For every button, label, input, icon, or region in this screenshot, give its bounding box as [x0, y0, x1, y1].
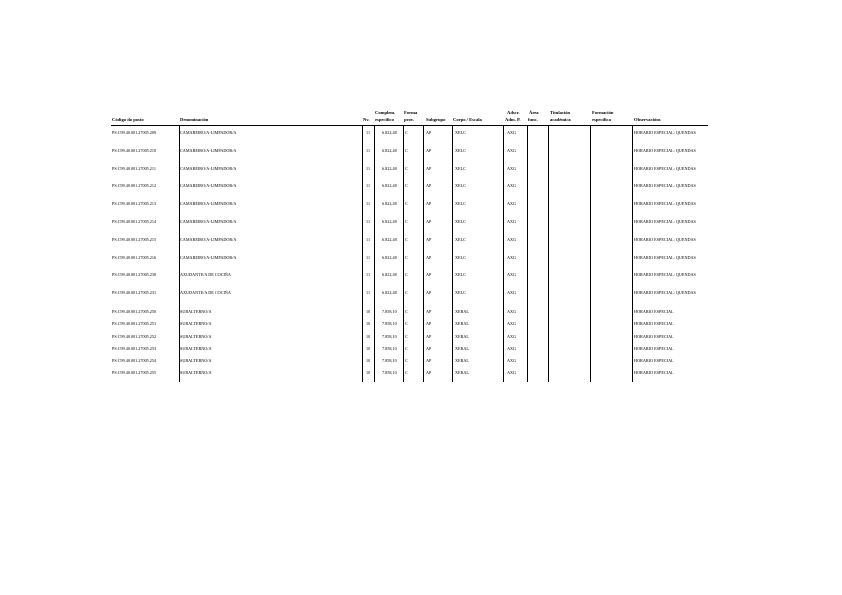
cell-subgrupo: AP: [426, 358, 432, 363]
cell-denominacion: SUBALTERNO/A: [180, 334, 212, 339]
header-denominacion: Denominación: [180, 117, 209, 122]
cell-corpo: XELC: [455, 201, 466, 206]
cell-corpo: XERAL: [455, 334, 469, 339]
table-row: [0, 272, 842, 286]
header-forma-2: prov.: [404, 117, 414, 122]
cell-nivel: 11: [366, 130, 371, 135]
table-row: [0, 290, 842, 304]
header-forma-1: Forma: [404, 110, 418, 115]
cell-subgrupo: AP: [426, 290, 432, 295]
cell-observacions: HORARIO ESPECIAL: QUENDAS: [634, 130, 696, 135]
cell-forma: C: [405, 309, 408, 314]
cell-denominacion: SUBALTERNO/A: [180, 370, 212, 375]
cell-observacions: HORARIO ESPECIAL: QUENDAS: [634, 237, 696, 242]
cell-corpo: XERAL: [455, 346, 469, 351]
cell-nivel: 10: [366, 309, 371, 314]
cell-complemento: 7.858,10: [382, 346, 397, 351]
cell-complemento: 6.822,48: [382, 290, 397, 295]
cell-forma: C: [405, 219, 408, 224]
cell-codigo: PS.C99.40.001.27005.252: [112, 334, 157, 339]
cell-observacions: HORARIO ESPECIAL: QUENDAS: [634, 201, 696, 206]
cell-observacions: HORARIO ESPECIAL: [634, 334, 674, 339]
cell-denominacion: CAMAREIRO/A-LIMPADOR/A: [180, 237, 237, 242]
header-adscr-1: Adscr.: [507, 110, 520, 115]
cell-complemento: 7.858,10: [382, 358, 397, 363]
cell-subgrupo: AP: [426, 183, 432, 188]
cell-nivel: 10: [366, 370, 371, 375]
cell-adscripcion: AXG: [507, 255, 517, 260]
cell-forma: C: [405, 290, 408, 295]
cell-denominacion: CAMAREIRO/A-LIMPADOR/A: [180, 148, 237, 153]
table-row: [0, 219, 842, 233]
table-row: [0, 201, 842, 215]
cell-subgrupo: AP: [426, 166, 432, 171]
table-row: [0, 130, 842, 144]
header-subgrupo: Subgrupo: [426, 117, 446, 122]
cell-observacions: HORARIO ESPECIAL: QUENDAS: [634, 272, 696, 277]
cell-nivel: 11: [366, 148, 371, 153]
cell-adscripcion: AXG: [507, 201, 517, 206]
cell-denominacion: CAMAREIRO/A-LIMPADOR/A: [180, 130, 237, 135]
cell-observacions: HORARIO ESPECIAL: QUENDAS: [634, 255, 696, 260]
cell-nivel: 11: [366, 272, 371, 277]
cell-observacions: HORARIO ESPECIAL: [634, 309, 674, 314]
header-formacion-1: Formación: [592, 110, 614, 115]
table-row: [0, 370, 842, 384]
cell-forma: C: [405, 148, 408, 153]
cell-forma: C: [405, 370, 408, 375]
header-codigo: Código do posto: [112, 117, 144, 122]
cell-complemento: 7.858,10: [382, 321, 397, 326]
cell-denominacion: CAMAREIRO/A-LIMPADOR/A: [180, 166, 237, 171]
cell-adscripcion: AXG: [507, 272, 517, 277]
cell-denominacion: SUBALTERNO/A: [180, 346, 212, 351]
cell-codigo: PS.C99.40.001.27005.210: [112, 148, 157, 153]
cell-adscripcion: AXG: [507, 237, 517, 242]
cell-nivel: 11: [366, 290, 371, 295]
cell-nivel: 10: [366, 334, 371, 339]
cell-forma: C: [405, 183, 408, 188]
cell-corpo: XERAL: [455, 321, 469, 326]
cell-observacions: HORARIO ESPECIAL: [634, 346, 674, 351]
table-row: [0, 148, 842, 162]
cell-codigo: PS.C99.40.001.27005.213: [112, 201, 157, 206]
cell-corpo: XELC: [455, 148, 466, 153]
cell-corpo: XELC: [455, 219, 466, 224]
table-row: [0, 183, 842, 197]
cell-observacions: HORARIO ESPECIAL: QUENDAS: [634, 166, 696, 171]
cell-subgrupo: AP: [426, 148, 432, 153]
cell-complemento: 6.822,48: [382, 148, 397, 153]
cell-observacions: HORARIO ESPECIAL: [634, 370, 674, 375]
cell-complemento: 6.822,48: [382, 201, 397, 206]
cell-forma: C: [405, 166, 408, 171]
cell-adscripcion: AXG: [507, 358, 517, 363]
cell-complemento: 6.822,48: [382, 255, 397, 260]
table-row: [0, 237, 842, 251]
cell-adscripcion: AXG: [507, 219, 517, 224]
cell-adscripcion: AXG: [507, 130, 517, 135]
table-row: [0, 321, 842, 335]
cell-observacions: HORARIO ESPECIAL: QUENDAS: [634, 183, 696, 188]
cell-denominacion: CAMAREIRO/A-LIMPADOR/A: [180, 255, 237, 260]
table-row: [0, 255, 842, 269]
cell-codigo: PS.C99.40.001.27005.255: [112, 370, 157, 375]
cell-denominacion: AXUDANTE/A DE COCIÑA: [180, 290, 231, 295]
header-complemento-1: Complem.: [375, 110, 396, 115]
cell-corpo: XELC: [455, 255, 466, 260]
cell-denominacion: SUBALTERNO/A: [180, 309, 212, 314]
cell-subgrupo: AP: [426, 346, 432, 351]
cell-subgrupo: AP: [426, 321, 432, 326]
cell-complemento: 6.822,48: [382, 272, 397, 277]
cell-subgrupo: AP: [426, 255, 432, 260]
cell-adscripcion: AXG: [507, 321, 517, 326]
cell-subgrupo: AP: [426, 309, 432, 314]
cell-subgrupo: AP: [426, 272, 432, 277]
cell-observacions: HORARIO ESPECIAL: QUENDAS: [634, 148, 696, 153]
cell-corpo: XELC: [455, 183, 466, 188]
cell-subgrupo: AP: [426, 237, 432, 242]
cell-subgrupo: AP: [426, 219, 432, 224]
cell-codigo: PS.C99.40.001.27005.214: [112, 219, 157, 224]
cell-corpo: XERAL: [455, 370, 469, 375]
cell-denominacion: AXUDANTE/A DE COCIÑA: [180, 272, 231, 277]
cell-codigo: PS.C99.40.001.27005.209: [112, 130, 157, 135]
cell-nivel: 10: [366, 321, 371, 326]
cell-complemento: 6.822,48: [382, 219, 397, 224]
cell-corpo: XELC: [455, 290, 466, 295]
cell-adscripcion: AXG: [507, 334, 517, 339]
header-observacions: Observacións: [634, 117, 661, 122]
cell-codigo: PS.C99.40.001.27005.231: [112, 290, 157, 295]
cell-forma: C: [405, 130, 408, 135]
cell-codigo: PS.C99.40.001.27005.215: [112, 237, 157, 242]
table-row: [0, 166, 842, 180]
cell-corpo: XELC: [455, 166, 466, 171]
cell-complemento: 6.822,48: [382, 166, 397, 171]
cell-forma: C: [405, 255, 408, 260]
cell-codigo: PS.C99.40.001.27005.211: [112, 166, 156, 171]
cell-nivel: 10: [366, 358, 371, 363]
cell-corpo: XELC: [455, 130, 466, 135]
cell-nivel: 10: [366, 346, 371, 351]
cell-denominacion: SUBALTERNO/A: [180, 358, 212, 363]
cell-nivel: 11: [366, 237, 371, 242]
cell-denominacion: CAMAREIRO/A-LIMPADOR/A: [180, 201, 237, 206]
cell-subgrupo: AP: [426, 334, 432, 339]
cell-corpo: XELC: [455, 272, 466, 277]
cell-adscripcion: AXG: [507, 370, 517, 375]
cell-adscripcion: AXG: [507, 309, 517, 314]
cell-adscripcion: AXG: [507, 183, 517, 188]
cell-adscripcion: AXG: [507, 290, 517, 295]
cell-observacions: HORARIO ESPECIAL: QUENDAS: [634, 290, 696, 295]
cell-corpo: XERAL: [455, 309, 469, 314]
cell-codigo: PS.C99.40.001.27005.250: [112, 309, 157, 314]
cell-complemento: 7.858,10: [382, 370, 397, 375]
cell-denominacion: CAMAREIRO/A-LIMPADOR/A: [180, 183, 237, 188]
cell-corpo: XERAL: [455, 358, 469, 363]
cell-codigo: PS.C99.40.001.27005.212: [112, 183, 157, 188]
cell-nivel: 11: [366, 183, 371, 188]
cell-forma: C: [405, 358, 408, 363]
cell-codigo: PS.C99.40.001.27005.230: [112, 272, 157, 277]
cell-complemento: 7.858,10: [382, 309, 397, 314]
cell-denominacion: CAMAREIRO/A-LIMPADOR/A: [180, 219, 237, 224]
cell-codigo: PS.C99.40.001.27005.254: [112, 358, 157, 363]
cell-complemento: 7.858,10: [382, 334, 397, 339]
cell-forma: C: [405, 201, 408, 206]
header-complemento-2: específico: [375, 117, 394, 122]
cell-corpo: XELC: [455, 237, 466, 242]
cell-forma: C: [405, 321, 408, 326]
cell-complemento: 6.822,48: [382, 130, 397, 135]
cell-forma: C: [405, 272, 408, 277]
cell-codigo: PS.C99.40.001.27005.253: [112, 346, 157, 351]
header-adscr-2: Adm. P.: [505, 117, 521, 122]
cell-subgrupo: AP: [426, 370, 432, 375]
cell-adscripcion: AXG: [507, 346, 517, 351]
header-corpo: Corpo / Escala: [453, 117, 482, 122]
cell-complemento: 6.822,48: [382, 237, 397, 242]
cell-nivel: 11: [366, 219, 371, 224]
cell-observacions: HORARIO ESPECIAL: [634, 321, 674, 326]
cell-subgrupo: AP: [426, 130, 432, 135]
cell-denominacion: SUBALTERNO/A: [180, 321, 212, 326]
cell-nivel: 11: [366, 255, 371, 260]
cell-observacions: HORARIO ESPECIAL: [634, 358, 674, 363]
header-nivel: Nv.: [363, 117, 370, 122]
cell-codigo: PS.C99.40.001.27005.216: [112, 255, 157, 260]
cell-forma: C: [405, 346, 408, 351]
cell-codigo: PS.C99.40.001.27005.251: [112, 321, 157, 326]
cell-complemento: 6.822,48: [382, 183, 397, 188]
cell-observacions: HORARIO ESPECIAL: QUENDAS: [634, 219, 696, 224]
cell-forma: C: [405, 334, 408, 339]
header-formacion-2: específica: [592, 117, 611, 122]
header-titulacion-2: académica: [550, 117, 571, 122]
cell-forma: C: [405, 237, 408, 242]
cell-adscripcion: AXG: [507, 148, 517, 153]
cell-subgrupo: AP: [426, 201, 432, 206]
header-area-2: func.: [528, 117, 538, 122]
header-titulacion-1: Titulación: [550, 110, 571, 115]
header-rule: [111, 125, 708, 126]
cell-nivel: 11: [366, 166, 371, 171]
cell-nivel: 11: [366, 201, 371, 206]
cell-adscripcion: AXG: [507, 166, 517, 171]
header-area-1: Área: [529, 110, 539, 115]
